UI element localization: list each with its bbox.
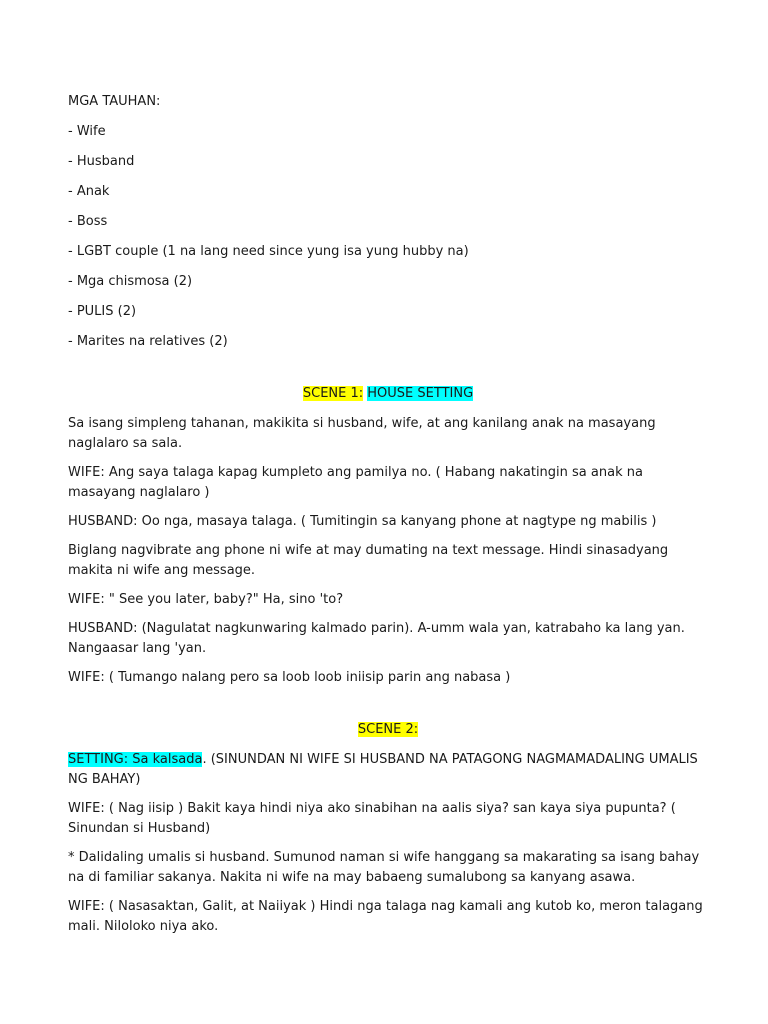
cast-item: - LGBT couple (1 na lang need since yung isa yung hubby na) bbox=[68, 244, 469, 259]
cast-item: - Anak bbox=[68, 184, 110, 199]
scene-1-paragraph: WIFE: " See you later, baby?" Ha, sino 'to? bbox=[68, 592, 344, 607]
cast-item: - Marites na relatives (2) bbox=[68, 334, 228, 349]
scene-1-paragraph: Sa isang simpleng tahanan, makikita si husband, wife, at ang kanilang anak na masayang naglalaro sa sala. bbox=[68, 416, 656, 451]
cast-item: - PULIS (2) bbox=[68, 304, 137, 319]
cast-item: - Boss bbox=[68, 214, 108, 229]
scene-2-setting-label: SETTING: Sa kalsada bbox=[68, 752, 203, 767]
cast-title: MGA TAUHAN: bbox=[68, 94, 161, 109]
scene-2-paragraph: WIFE: ( Nag iisip ) Bakit kaya hindi niya ako sinabihan na aalis siya? san kaya siya pupunta? ( Sinundan si Husband) bbox=[68, 801, 676, 836]
scene-2-label: SCENE 2: bbox=[357, 722, 419, 737]
scene-2-setting-rest: . (SINUNDAN NI WIFE SI HUSBAND NA PATAGONG NAGMAMADALING UMALIS NG BAHAY) bbox=[68, 752, 698, 787]
scene-1-paragraph: HUSBAND: Oo nga, masaya talaga. ( Tumitingin sa kanyang phone at nagtype ng mabilis ) bbox=[68, 514, 657, 529]
scene-1-label: SCENE 1: bbox=[302, 386, 364, 401]
scene-1-heading bbox=[68, 384, 708, 404]
scene-2-paragraph: WIFE: ( Nasasaktan, Galit, at Naiiyak ) Hindi nga talaga nag kamali ang kutob ko, meron talagang mali. Niloloko niya ako. bbox=[68, 899, 703, 934]
scene-2-paragraph: * Dalidaling umalis si husband. Sumunod naman si wife hanggang sa makarating sa isang bahay na di familiar sakanya. Nakita ni wife na may babaeng sumalubong sa kanyang asawa. bbox=[68, 850, 700, 885]
scene-2-heading bbox=[68, 720, 708, 740]
scene-1-paragraph: HUSBAND: (Nagulatat nagkunwaring kalmado parin). A-umm wala yan, katrabaho ka lang yan. Nangaasar lang 'yan. bbox=[68, 621, 685, 656]
scene-2-setting-line bbox=[68, 750, 708, 790]
scene-1-paragraph: WIFE: Ang saya talaga kapag kumpleto ang pamilya no. ( Habang nakatingin sa anak na masayang naglalaro ) bbox=[68, 465, 643, 500]
scene-1-paragraph: Biglang nagvibrate ang phone ni wife at may dumating na text message. Hindi sinasadyang makita ni wife ang message. bbox=[68, 543, 669, 578]
cast-item: - Mga chismosa (2) bbox=[68, 274, 193, 289]
cast-item: - Husband bbox=[68, 154, 135, 169]
scene-1-paragraph: WIFE: ( Tumango nalang pero sa loob loob iniisip parin ang nabasa ) bbox=[68, 670, 511, 685]
scene-1-setting: HOUSE SETTING bbox=[367, 386, 474, 401]
document-page bbox=[68, 92, 708, 946]
cast-item: - Wife bbox=[68, 124, 106, 139]
